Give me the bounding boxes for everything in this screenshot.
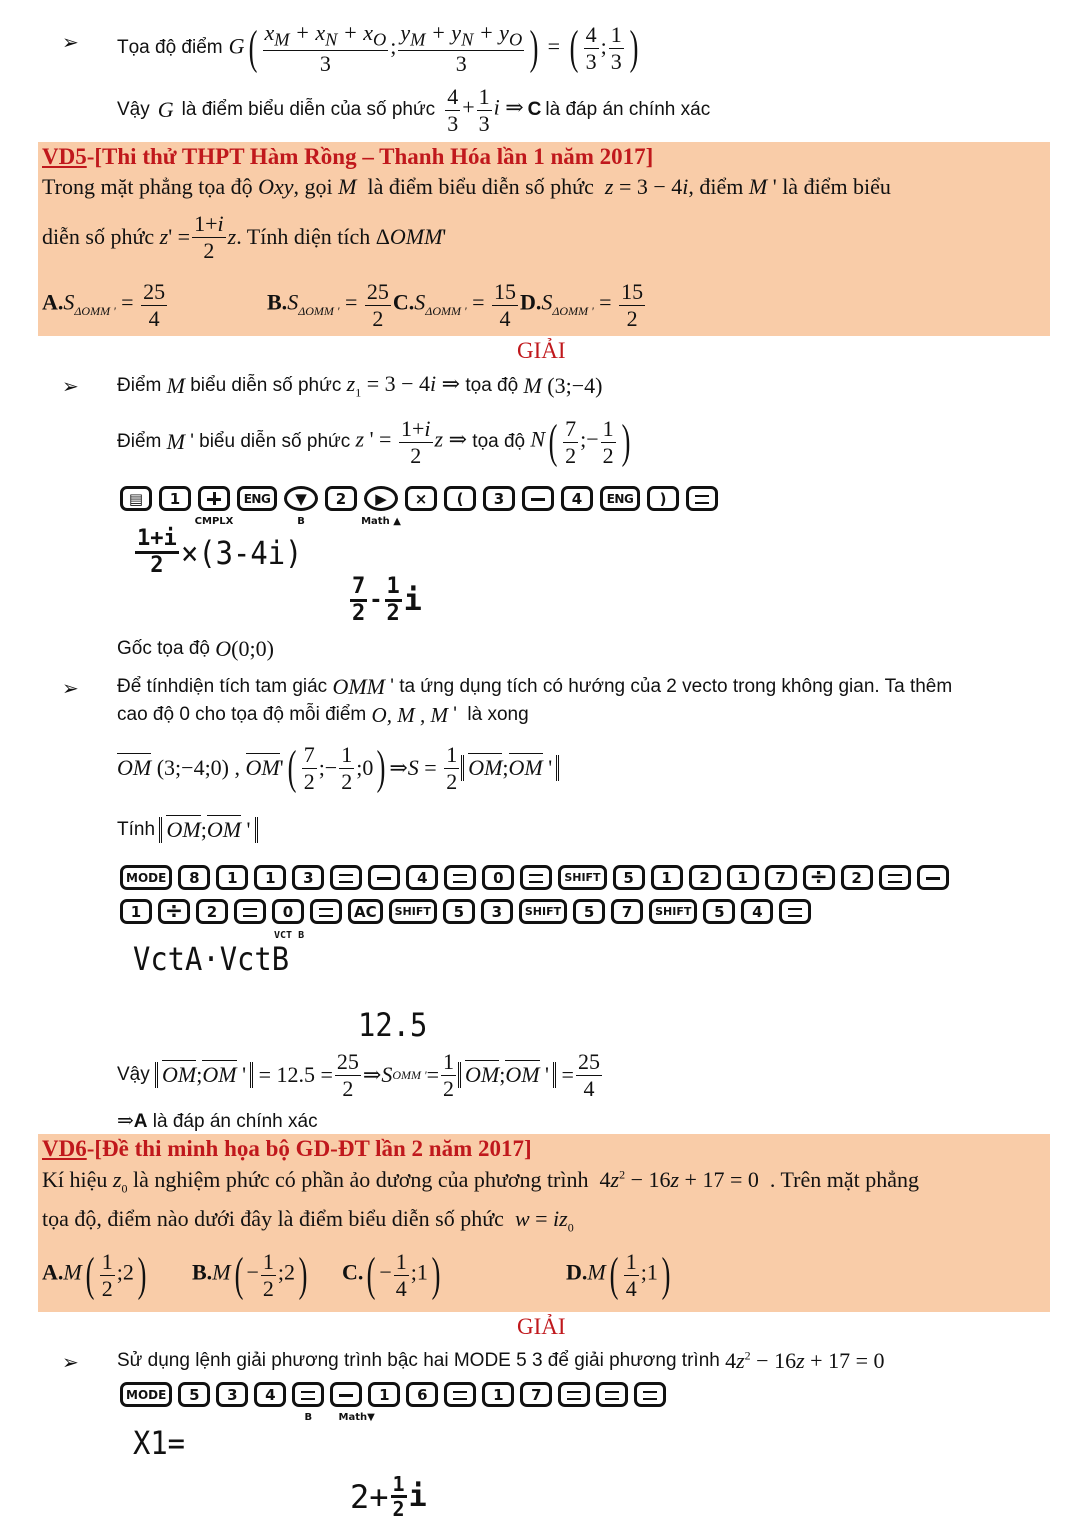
calc-key-shift[interactable]: SHIFT [558, 865, 606, 890]
calc-key-equals[interactable] [779, 899, 811, 924]
vd5-option-a[interactable]: $A.S_{\Delta OMM '}$ = $\frac{25}{4}$ [42, 279, 166, 331]
calc-key-equals[interactable] [596, 1382, 628, 1407]
vd5-step3-line1: Để tínhdiện tích tam giác OMM ' ta ứng dụng tích có hướng của 2 vecto trong không gian. Ta thêm [117, 674, 953, 699]
vd6-title: VD6-[Đề thi minh họa bộ GD-ĐT lần 2 năm 2017] [42, 1136, 532, 1161]
calc-key-right[interactable]: ▶ Math ▲ [364, 486, 398, 511]
calc-key-equals[interactable] [686, 486, 718, 511]
centroid-line [117, 19, 642, 77]
vd5-step1: Điểm M biểu diễn số phức $z_1 = 3 - 4i$ ⇒ tọa độ M (3;−4) [117, 371, 603, 400]
calc-key[interactable]: 7 [611, 899, 643, 924]
calc-key-sequence-2 [120, 865, 949, 890]
calc-key[interactable]: 1 [727, 865, 759, 890]
calc-key[interactable]: 4 [561, 486, 593, 511]
bullet-arrow-icon: ➢ [62, 30, 79, 54]
calc-key-equals[interactable] [234, 899, 266, 924]
calc-key[interactable]: 1 [368, 1382, 400, 1407]
calc-key[interactable]: 8 [178, 865, 210, 890]
calc-key-frac[interactable]: ▤ [120, 486, 152, 511]
calc-key-minus[interactable] [368, 865, 400, 890]
calc-key-divide[interactable] [158, 899, 190, 924]
calc-result-1: $\frac{7}{2}$ - $\frac{1}{2}$ i [352, 574, 422, 626]
lcd-fraction: $\frac{1+i}{2}$ [137, 526, 177, 578]
calc-key-down[interactable]: ▼ B [284, 486, 318, 511]
calc-screen-2-result: 12.5 [358, 1006, 428, 1044]
calc-key[interactable]: 3 [216, 1382, 248, 1407]
calc-key-equals[interactable] [634, 1382, 666, 1407]
calc-key-minus[interactable] [917, 865, 949, 890]
calc-key[interactable]: 4 [406, 865, 438, 890]
calc-key-ac[interactable]: AC [348, 899, 383, 924]
calc-key[interactable]: 2 [325, 486, 357, 511]
vd5-options [42, 276, 647, 334]
calc-key[interactable]: 1 [254, 865, 286, 890]
vd6-step1: Sử dụng lệnh giải phương trình bậc hai MODE 5 3 để giải phương trình $4z^2 - 16z + 17 = 0$ [117, 1348, 885, 1373]
calc-key[interactable]: 4 [741, 899, 773, 924]
calc-key-eng[interactable]: ENG [237, 486, 277, 511]
calc-key[interactable]: 2 [689, 865, 721, 890]
calc-key[interactable]: 3 [481, 899, 513, 924]
vector-formula: OM (3;−4;0) , OM ' ( $\frac{7}{2}$ ;− $\frac{1}{2}$ ;0 ) ⇒ S = $\frac{1}{2}$ OM;OM ' [117, 736, 559, 800]
calc-key[interactable]: 4 [254, 1382, 286, 1407]
calc-key[interactable]: 5 [613, 865, 645, 890]
vd6-option-c[interactable]: C.( − $\frac{1}{4}$ ;1) [342, 1248, 441, 1301]
calc-key-equals[interactable] [444, 865, 476, 890]
vd6-question-line1: Kí hiệu $z_0$ là nghiệm phức có phần ảo dương của phương trình $4z^2 - 16z + 17 = 0$ . Trên mặt phẳng [42, 1167, 919, 1196]
vd6-options [42, 1244, 674, 1306]
calc-key-mode[interactable]: MODE [120, 865, 172, 890]
calc-key[interactable]: 1 [482, 1382, 514, 1407]
calc-screen-flags: VCT B [274, 930, 305, 941]
vd5-option-d[interactable]: $D.S_{\Delta OMM '}$ = $\frac{15}{2}$ [519, 279, 644, 331]
bullet-arrow-icon: ➢ [62, 676, 79, 700]
calc-key[interactable]: 7 [520, 1382, 552, 1407]
vd6-solution-heading: GIẢI [517, 1314, 566, 1339]
vd5-title: VD5-[Thi thử THPT Hàm Rồng – Thanh Hóa lần 1 năm 2017] [42, 144, 654, 169]
calc-key-shift[interactable]: SHIFT [389, 899, 437, 924]
calc-key-equals[interactable]: B [292, 1382, 324, 1407]
calc-key-sequence-3 [120, 899, 811, 924]
calc-key[interactable]: 2 [841, 865, 873, 890]
vd5-step2: Điểm M ' biểu diễn số phức z ' = $\frac{1+i}{2}$ z ⇒ tọa độ N( $\frac{7}{2}$ ;− $\frac{1}{2}$ ) [117, 415, 630, 468]
calc-key-equals[interactable] [879, 865, 911, 890]
calc-key-shift[interactable]: SHIFT [649, 899, 697, 924]
vd5-step3-line2: cao độ 0 cho tọa độ mỗi điểm O, M , M ' là xong [117, 702, 529, 727]
vd6-option-d[interactable]: D.M( $\frac{1}{4}$ ;1) [566, 1248, 671, 1301]
cross-product-compute: Tính OM;OM ' [117, 810, 258, 850]
calc-key[interactable]: 6 [406, 1382, 438, 1407]
calc-key-equals[interactable] [444, 1382, 476, 1407]
calc-key[interactable]: 5 [443, 899, 475, 924]
calc-key[interactable]: 5 [703, 899, 735, 924]
vd5-solution-heading: GIẢI [517, 338, 566, 363]
vd6-option-a[interactable]: A.M( $\frac{1}{2}$ ;2) [42, 1248, 147, 1301]
calc-key[interactable]: 3 [292, 865, 324, 890]
calc-key[interactable]: 1 [159, 486, 191, 511]
calc-key-shift[interactable]: SHIFT [519, 899, 567, 924]
vd5-question-line1: Trong mặt phẳng tọa độ Oxy, gọi M là điểm biểu diễn số phức z = 3 − 4i, điểm M ' là điểm biểu [42, 174, 891, 199]
calc-key-plus[interactable]: CMPLX [198, 486, 230, 511]
bullet-arrow-icon: ➢ [62, 374, 79, 398]
centroid-formula: G( $\frac{x_M + x_N + x_O}{3}$ ; $\frac{y_M + y_N + y_O}{3}$ ) = ( $\frac{4}{3}$ ; $\frac{1}{3}$ ) [228, 19, 639, 77]
centroid-label: Tọa độ điểm [117, 37, 223, 58]
origin-line: Gốc tọa độ O(0;0) [117, 636, 274, 661]
calc-key[interactable]: 3 [483, 486, 515, 511]
calc-key-minus[interactable]: Math▼ [330, 1382, 362, 1407]
calc-key-open-paren[interactable]: ( [444, 486, 476, 511]
calc-key[interactable]: 7 [765, 865, 797, 890]
calc-key[interactable]: 5 [573, 899, 605, 924]
calc-key-times[interactable]: × [405, 486, 437, 511]
centroid-conclusion: Vậy G là điểm biểu diễn của số phức $\frac{4}{3}$ + $\frac{1}{3}$ i ⇒ C là đáp án chính xác [117, 84, 711, 136]
bullet-arrow-icon: ➢ [62, 1350, 79, 1374]
calc-key-equals[interactable] [558, 1382, 590, 1407]
calc-key[interactable]: 1 [120, 899, 152, 924]
vd5-conclusion: ⇒A là đáp án chính xác [117, 1110, 318, 1132]
calc-key[interactable]: 1 [216, 865, 248, 890]
vd5-option-c[interactable]: $C.S_{\Delta OMM '}$ = $\frac{15}{4}$ [392, 279, 516, 331]
calc-key-divide[interactable] [803, 865, 835, 890]
calc-key-sequence-1 [120, 486, 718, 527]
calc-key-minus[interactable] [522, 486, 554, 511]
vd5-final-result: Vậy OM;OM ' = 12.5 = $\frac{25}{2}$ ⇒ S OMM ' = $\frac{1}{2}$ OM;OM ' = $\frac{25}{4}$ [117, 1049, 600, 1101]
calc-key[interactable]: 0 [482, 865, 514, 890]
calc-key-close-paren[interactable]: ) [647, 486, 679, 511]
calc-screen-3-result: 2+ $\frac{1}{2}$ i [350, 1472, 427, 1521]
calc-key-mode[interactable]: MODE [120, 1382, 172, 1407]
calc-screen-3-label: X1= [133, 1424, 186, 1462]
calc-key[interactable]: 1 [651, 865, 683, 890]
vd5-option-b[interactable]: $B.S_{\Delta OMM '}$ = $\frac{25}{2}$ [267, 279, 389, 331]
calc-key[interactable]: 0 [272, 899, 304, 924]
calc-screen-2-expr: VctA·VctB [133, 940, 290, 978]
vd6-question-line2: tọa độ, điểm nào dưới đây là điểm biểu diễn số phức $w = iz_0$ [42, 1206, 574, 1235]
vd5-question-line2: diễn số phức z ' = $\frac{1+i}{2}$ z . Tính diện tích Δ OMM ' [42, 211, 447, 263]
complex-number-formula: $\frac{4}{3}$ + $\frac{1}{3}$ i ⇒ [447, 84, 524, 136]
calc-key[interactable]: 2 [196, 899, 228, 924]
calc-screen-1: $\frac{1+i}{2}$ ×(3-4i) [137, 526, 303, 578]
vd6-option-b[interactable]: B.M( − $\frac{1}{2}$ ;2) [192, 1248, 308, 1301]
calc-key-equals[interactable] [330, 865, 362, 890]
calc-key-equals[interactable] [520, 865, 552, 890]
calc-key-sequence-4 [120, 1382, 666, 1423]
calc-key-eng[interactable]: ENG [600, 486, 640, 511]
calc-key-equals[interactable] [310, 899, 342, 924]
calc-key[interactable]: 5 [178, 1382, 210, 1407]
